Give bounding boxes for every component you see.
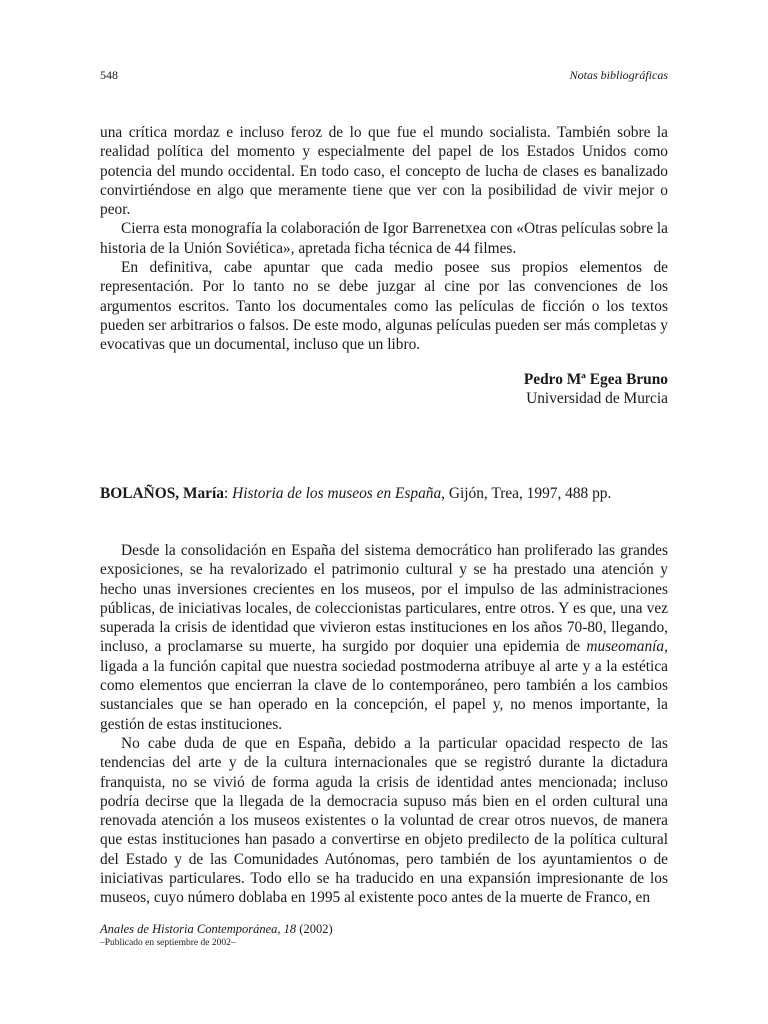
page-footer	[100, 922, 668, 949]
reviewed-book-title: Historia de los museos en España	[232, 485, 442, 502]
signature-affiliation: Universidad de Murcia	[526, 390, 668, 408]
journal-name: Anales de Historia Contemporánea, 18	[100, 922, 297, 936]
paragraph	[100, 541, 668, 734]
heading-separator: :	[223, 485, 233, 502]
paragraph: una crítica mordaz e incluso feroz de lo que fue el mundo socialista. También sobre la realidad política del momento y especialmente del papel de los Estados Unidos como potencia del mundo occidental. En todo caso, el concepto de lucha de clases es banalizado convirtiéndose en algo que meramente tiene que ver con la posibilidad de vivir mejor o peor.	[100, 124, 668, 219]
page-number: 548	[100, 68, 118, 82]
review-ending-text	[100, 123, 668, 355]
publication-info: , Gijón, Trea, 1997, 488 pp.	[441, 485, 612, 502]
page-header	[100, 68, 668, 88]
paragraph-text: , ligada a la función capital que nuestra sociedad postmoderna atribuye al arte y a la estética como elementos que encierran la clave de lo contemporáneo, pero también a los cambios sustanciales que se han operado en la concepción, el papel y, no menos importante, la gestión de estas instituciones.	[100, 638, 668, 733]
journal-year: (2002)	[296, 922, 333, 936]
publication-date: –Publicado en septiembre de 2002–	[100, 938, 236, 948]
running-title: Notas bibliográficas	[569, 68, 668, 82]
paragraph-text: Desde la consolidación en España del sistema democrático han proliferado las grandes exposiciones, se ha revalorizado el patrimonio cultural y se ha prestado una atención y hecho unas inversiones crecientes en los museos, por el impulso de las administraciones públicas, de iniciativas locales, de coleccionistas particulares, entre otros. Y es que, una vez superada la crisis de identidad que vivieron estas instituciones en los años 70-80, llegando, incluso, a proclamarse su muerte, ha surgido por doquier una epidemia de	[100, 542, 668, 656]
paragraph: Cierra esta monografía la colaboración de Igor Barrenetxea con «Otras películas sobre la historia de la Unión Soviética», apretada ficha técnica de 44 filmes.	[100, 220, 668, 257]
reviewed-author: BOLAÑOS, María	[100, 485, 224, 502]
journal-citation	[100, 922, 668, 937]
emphasized-term: museomanía	[586, 638, 665, 656]
review-signature	[524, 370, 668, 409]
paragraph: No cabe duda de que en España, debido a la particular opacidad respecto de las tendencias del arte y de la cultura internacionales que se registró durante la dictadura franquista, no se vivió de forma aguda la crisis de identidad antes mencionada; incluso podría decirse que la llegada de la democracia supuso más bien en el orden cultural una renovada atención a los museos existentes o la voluntad de crear otros nuevos, de manera que estas instituciones han pasado a convertirse en objeto predilecto de la política cultural del Estado y de las Comunidades Autónomas, pero también de los ayuntamientos o de iniciativas particulares. Todo ello se ha traducido en una expansión impresionante de los museos, cuyo número doblaba en 1995 al existente poco antes de la muerte de Franco, en	[100, 734, 668, 907]
signature-author: Pedro Mª Egea Bruno	[523, 371, 668, 388]
review-heading	[100, 484, 668, 503]
paragraph: En definitiva, cabe apuntar que cada medio posee sus propios elementos de representación. Por lo tanto no se debe juzgar al cine por las convenciones de los argumentos escritos. Tanto los documentales como las películas de ficción o los textos pueden ser arbitrarios o falsos. De este modo, algunas películas pueden ser más completas y evocativas que un documental, incluso que un libro.	[100, 259, 668, 354]
review-body-text	[100, 541, 668, 908]
